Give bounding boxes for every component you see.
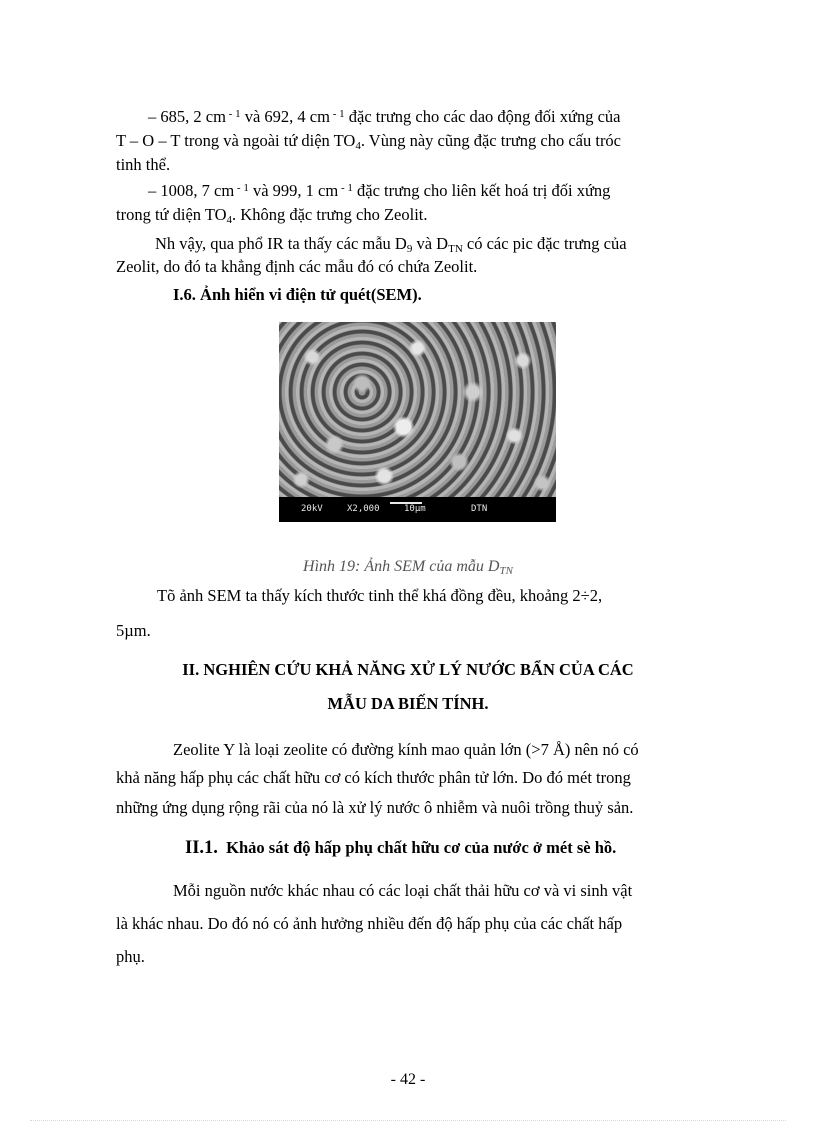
ir-band-1008-line (148, 179, 718, 203)
text-fragment: và 692, 4 cm (240, 107, 330, 126)
text-fragment: có các pic đặc trưng của (462, 234, 627, 253)
subscript: 4 (355, 140, 361, 152)
text-fragment: đặc trưng cho các dao động đối xứng của (344, 107, 621, 126)
page-bottom-divider (30, 1120, 786, 1121)
section-heading-ii1 (185, 838, 616, 859)
superscript: - 1 (225, 108, 241, 120)
text-fragment: đặc trưng cho liên kết hoá trị đối xứng (352, 181, 611, 200)
sem-micrograph (279, 322, 556, 497)
superscript: - 1 (338, 182, 353, 194)
sem-info-bar (279, 497, 556, 522)
text-fragment: . Vùng này cũng đặc trưng cho cấu tróc (360, 131, 622, 150)
text-fragment: Nh vậy, qua phổ IR ta thấy các mẫu D (155, 234, 407, 253)
water-paragraph-line2: là khác nhau. Do đó nó có ảnh hưởng nhiều đến độ hấp phụ của các chất hấp (116, 914, 623, 933)
section-title: Khảo sát độ hấp phụ chất hữu cơ của nước ở mét sè hồ. (226, 838, 617, 857)
sem-interpretation-line: Tõ ảnh SEM ta thấy kích thước tinh thể khá đồng đều, khoảng 2÷2, (157, 586, 603, 605)
zeolite-paragraph-line1: Zeolite Y là loại zeolite có đường kính mao quản lớn (>7 Å) nên nó có (173, 740, 639, 759)
text-fragment: – 1008, 7 cm (148, 181, 235, 200)
ir-band-1008-continuation (116, 203, 718, 227)
page-number: - 42 - (390, 1071, 426, 1088)
zeolite-paragraph-line3: những ứng dụng rộng rãi của nó là xử lý nước ô nhiễm và nuôi trồng thuỷ sản. (116, 798, 634, 817)
caption-subscript: TN (499, 565, 513, 577)
figure-caption (0, 558, 816, 576)
water-paragraph-line1: Mỗi nguồn nước khác nhau có các loại chất thải hữu cơ và vi sinh vật (173, 881, 633, 900)
subscript: 4 (226, 214, 233, 226)
ir-conclusion-line (155, 232, 718, 256)
text-fragment: – 685, 2 cm (148, 107, 226, 126)
caption-text: Hình 19: Ảnh SEM của mẫu D (303, 558, 500, 575)
sem-sample-label: DTN (471, 504, 488, 514)
sem-image (279, 322, 556, 522)
sem-interpretation-end: 5µm. (116, 621, 151, 640)
section-heading-sem: I.6. Ảnh hiển vi điện tử quét(SEM). (173, 285, 422, 304)
text-fragment: . Không đặc trưng cho Zeolit. (232, 205, 428, 224)
ir-conclusion-continuation (116, 255, 718, 279)
superscript: - 1 (234, 182, 249, 194)
text-fragment: trong tứ diện TO (116, 205, 227, 224)
text-fragment: Zeolit, do đó ta khẳng định các mẫu đó có chứa Zeolit. (116, 257, 478, 276)
ir-band-685-line (148, 105, 718, 129)
text-fragment: và D (412, 234, 449, 253)
ir-band-685-continuation (116, 129, 718, 153)
section-heading-ii-line2: MẪU DA BIẾN TÍNH. (327, 694, 489, 713)
sem-scale-label: 10µm (404, 504, 426, 514)
zeolite-paragraph-line2: khả năng hấp phụ các chất hữu cơ có kích thước phân tử lớn. Do đó mét trong (116, 768, 631, 787)
text-fragment: và 999, 1 cm (248, 181, 339, 200)
text-fragment: T – O – T trong và ngoài tứ diện TO (116, 131, 356, 150)
section-heading-ii-line1: II. NGHIÊN CỨU KHẢ NĂNG XỬ LÝ NƯỚC BẨN CỦA CÁC (182, 660, 634, 679)
text-fragment: tinh thể. (116, 155, 171, 174)
superscript: - 1 (329, 108, 345, 120)
subscript: TN (448, 243, 463, 255)
sem-voltage-label: 20kV (301, 504, 323, 514)
subscript: 9 (406, 243, 413, 255)
ir-band-685-end (116, 153, 718, 177)
water-paragraph-line3: phụ. (116, 947, 145, 966)
section-number: II.1. (185, 838, 218, 858)
sem-magnification-label: X2,000 (347, 504, 380, 514)
